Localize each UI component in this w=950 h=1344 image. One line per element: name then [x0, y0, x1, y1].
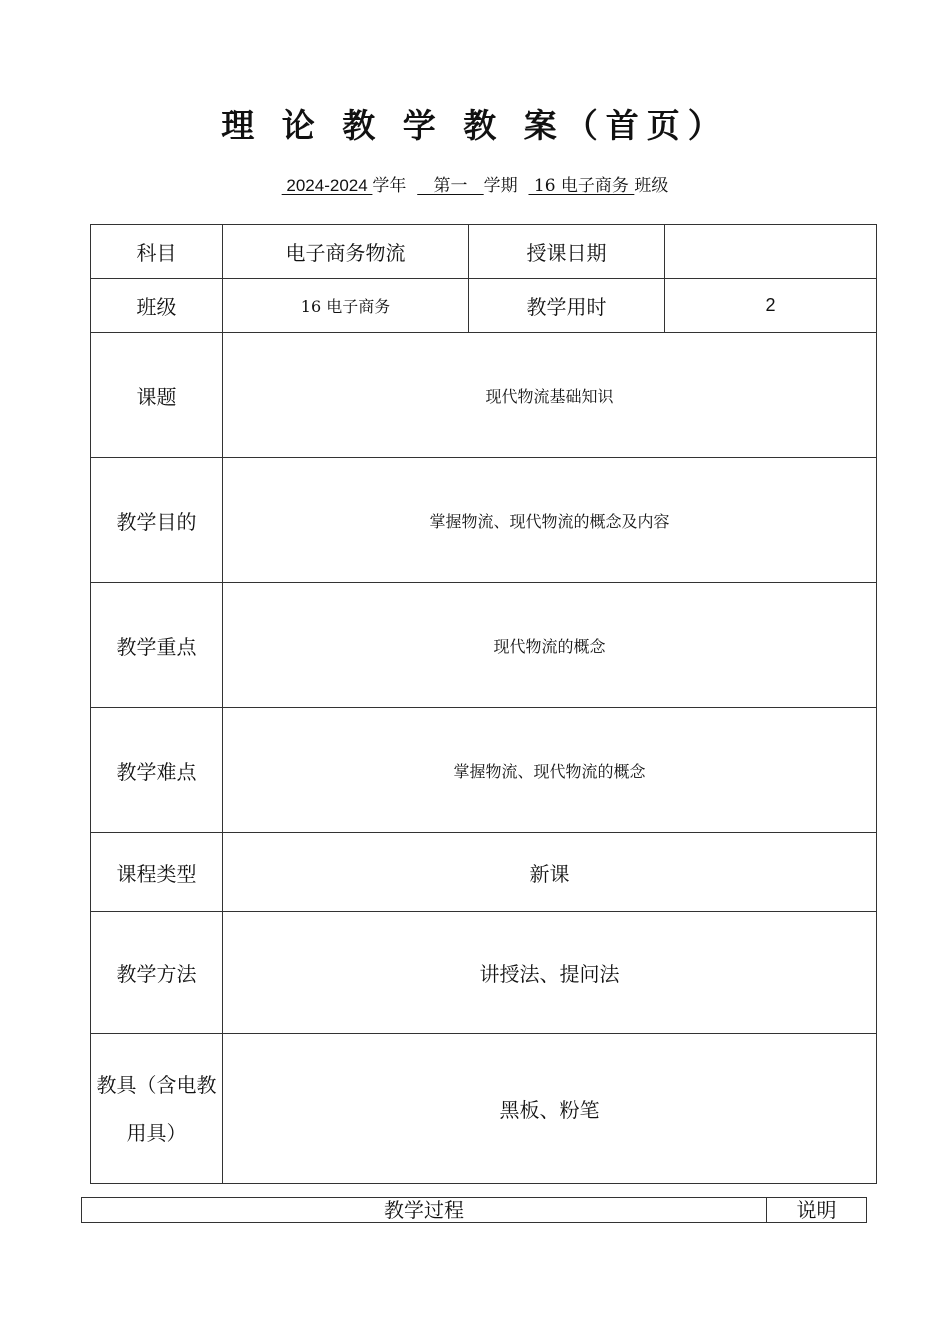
teaching-tools-value: 黑板、粉笔	[223, 1034, 877, 1184]
course-type-label: 课程类型	[91, 833, 223, 912]
table-row	[91, 279, 877, 333]
term-info-line	[0, 173, 950, 199]
topic-value: 现代物流基础知识	[223, 333, 877, 458]
class-name: 16 电子商务	[528, 176, 635, 196]
table-row	[91, 708, 877, 833]
class-value: 16 电子商务	[223, 279, 469, 333]
academic-year: 2024-2024	[281, 176, 373, 195]
teaching-process-header: 教学过程	[82, 1198, 767, 1223]
table-row	[91, 1034, 877, 1184]
lesson-date-label: 授课日期	[469, 225, 665, 279]
subject-label: 科目	[91, 225, 223, 279]
teaching-process-table	[81, 1197, 867, 1223]
teaching-method-label: 教学方法	[91, 912, 223, 1034]
lesson-date-value	[665, 225, 877, 279]
table-row	[91, 833, 877, 912]
teaching-hours-label: 教学用时	[469, 279, 665, 333]
page-title: 理 论 教 学 教 案（首页）	[221, 106, 729, 145]
teaching-method-value: 讲授法、提问法	[223, 912, 877, 1034]
table-row	[91, 583, 877, 708]
teaching-goal-value: 掌握物流、现代物流的概念及内容	[223, 458, 877, 583]
course-type-value: 新课	[223, 833, 877, 912]
table-row	[91, 225, 877, 279]
table-row	[91, 458, 877, 583]
teaching-tools-label: 教具（含电教用具）	[91, 1034, 223, 1184]
teaching-goal-label: 教学目的	[91, 458, 223, 583]
semester-suffix: 学期	[483, 176, 529, 196]
difficulty-value: 掌握物流、现代物流的概念	[223, 708, 877, 833]
teaching-hours-value: 2	[665, 279, 877, 333]
difficulty-label: 教学难点	[91, 708, 223, 833]
lesson-info-table	[90, 224, 877, 1184]
note-header: 说明	[767, 1198, 867, 1223]
class-label: 班级	[91, 279, 223, 333]
table-row	[91, 333, 877, 458]
academic-year-suffix: 学年	[372, 176, 418, 196]
key-point-label: 教学重点	[91, 583, 223, 708]
subject-value: 电子商务物流	[223, 225, 469, 279]
semester: 第一	[417, 176, 484, 196]
key-point-value: 现代物流的概念	[223, 583, 877, 708]
table-row	[91, 912, 877, 1034]
class-suffix: 班级	[634, 176, 669, 196]
table-row	[82, 1198, 867, 1223]
topic-label: 课题	[91, 333, 223, 458]
